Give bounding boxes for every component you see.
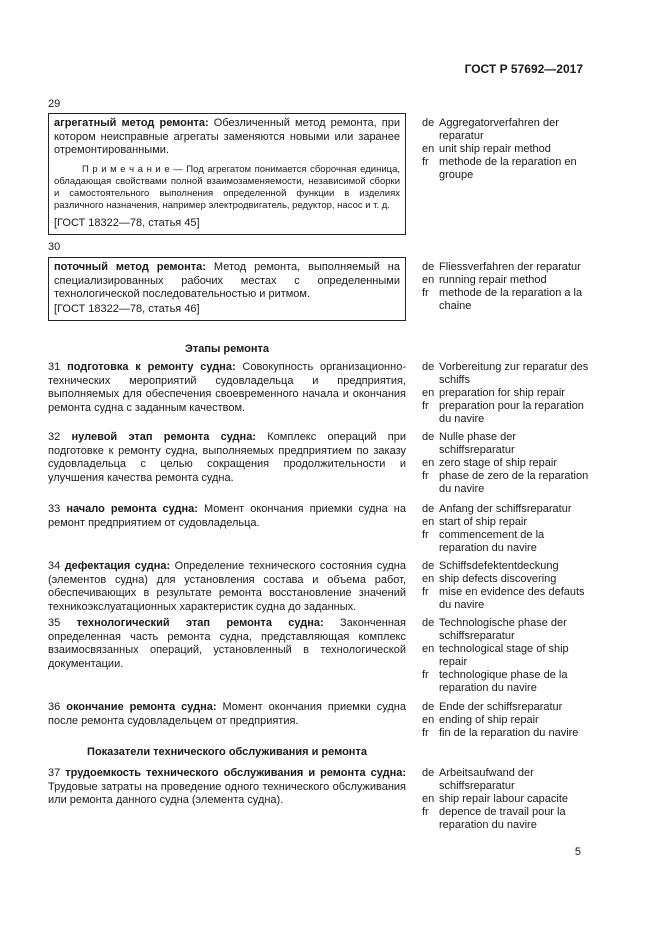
translations-37 bbox=[422, 767, 592, 832]
translations-32 bbox=[422, 431, 592, 496]
lang-code-fr: fr bbox=[422, 806, 429, 818]
entry-number: 32 bbox=[48, 431, 61, 443]
term-title: нулевой этап ремонта судна: bbox=[71, 431, 256, 443]
translation-fr: depence de travail pour la reparation du navire bbox=[439, 806, 566, 831]
term-entry-32 bbox=[48, 431, 406, 485]
term-note: П р и м е ч а н и е — Под агрегатом понимается сборочная единица, обладающая свойствами полной взаимозаменяемости, независимой сборки и самостоятельного выполнения определенной функции в изделиях различного назначения, например электродвигатель, редуктор, насос и т. д. bbox=[54, 163, 400, 211]
translation-en: start of ship repair bbox=[439, 516, 528, 528]
lang-code-de: de bbox=[422, 560, 435, 572]
translation-en: ship repair labour capacite bbox=[439, 793, 569, 805]
translation-fr: fin de la reparation du navire bbox=[439, 727, 579, 739]
translations-34 bbox=[422, 560, 592, 612]
term-title: начало ремонта судна: bbox=[66, 503, 198, 515]
lang-code-fr: fr bbox=[422, 586, 429, 598]
term-entry-35 bbox=[48, 617, 406, 671]
term-title: технологический этап ремонта судна: bbox=[76, 617, 324, 629]
translation-en: ending of ship repair bbox=[439, 714, 539, 726]
translation-de: Ende der schiffsreparatur bbox=[439, 701, 563, 713]
translations-36 bbox=[422, 701, 592, 740]
term-title: подготовка к ремонту судна: bbox=[67, 361, 236, 373]
translation-de: Fliessverfahren der reparatur bbox=[439, 261, 581, 273]
document-header: ГОСТ Р 57692—2017 bbox=[464, 62, 583, 76]
term-entry-34 bbox=[48, 560, 406, 614]
translation-fr: phase de zero de la reparation du navire bbox=[439, 470, 589, 495]
translation-en: preparation for ship repair bbox=[439, 387, 565, 399]
translation-fr: preparation pour la reparation du navire bbox=[439, 400, 584, 425]
translation-en: running repair method bbox=[439, 274, 547, 286]
term-entry-33 bbox=[48, 503, 406, 530]
lang-code-en: en bbox=[422, 714, 435, 726]
lang-code-fr: fr bbox=[422, 669, 429, 681]
lang-code-de: de bbox=[422, 361, 435, 373]
term-definition: Комплекс операций при подготовке к ремонту судна, выполняемых предприятием по заказу судовладельца с целью сокращения продолжительности и улучшения качества ремонта судна. bbox=[48, 431, 406, 484]
lang-code-en: en bbox=[422, 143, 435, 155]
translations-30 bbox=[422, 261, 592, 313]
term-definition: Законченная определенная часть ремонта судна, представляющая комплекс взаимосвязанных операций, установленный в технологической документации. bbox=[48, 617, 406, 670]
lang-code-de: de bbox=[422, 767, 435, 779]
term-definition: Обезличенный метод ремонта, при котором неисправные агрегаты заменяются новыми или заранее отремонтированными. bbox=[54, 117, 400, 156]
term-reference: [ГОСТ 18322—78, статья 46] bbox=[54, 302, 200, 315]
term-title: поточный метод ремонта: bbox=[54, 261, 206, 273]
lang-code-en: en bbox=[422, 274, 435, 286]
translation-en: unit ship repair method bbox=[439, 143, 551, 155]
lang-code-fr: fr bbox=[422, 287, 429, 299]
term-entry-30 bbox=[48, 257, 406, 321]
lang-code-fr: fr bbox=[422, 400, 429, 412]
lang-code-de: de bbox=[422, 117, 435, 129]
entry-number: 34 bbox=[48, 560, 61, 572]
page-number: 5 bbox=[574, 846, 581, 858]
lang-code-en: en bbox=[422, 516, 435, 528]
translation-de: Anfang der schiffsreparatur bbox=[439, 503, 572, 515]
section-title: Этапы ремонта bbox=[185, 343, 269, 355]
lang-code-fr: fr bbox=[422, 156, 429, 168]
lang-code-en: en bbox=[422, 387, 435, 399]
lang-code-fr: fr bbox=[422, 470, 429, 482]
lang-code-en: en bbox=[422, 573, 435, 585]
translation-en: ship defects discovering bbox=[439, 573, 557, 585]
term-definition: Момент окончания приемки судна на ремонт предприятием от судовладельца. bbox=[48, 503, 406, 529]
entry-number: 35 bbox=[48, 617, 61, 629]
term-entry-36 bbox=[48, 701, 406, 728]
term-definition: Момент окончания приемки судна после ремонта судовладельцем от предприятия. bbox=[48, 701, 406, 727]
term-definition: Трудовые затраты на проведение одного технического обслуживания или ремонта данного судна (элемента судна). bbox=[48, 780, 406, 806]
term-reference: [ГОСТ 18322—78, статья 45] bbox=[54, 216, 200, 229]
translation-de: Vorbereitung zur reparatur des schiffs bbox=[439, 361, 589, 386]
entry-number: 30 bbox=[48, 241, 61, 253]
lang-code-en: en bbox=[422, 643, 435, 655]
section-title: Показатели технического обслуживания и ремонта bbox=[87, 746, 367, 758]
translation-de: Arbeitsaufwand der schiffsreparatur bbox=[439, 767, 534, 792]
term-entry-31 bbox=[48, 361, 406, 415]
translation-fr: methode de la reparation a la chaine bbox=[439, 287, 583, 312]
term-title: агрегатный метод ремонта: bbox=[54, 117, 209, 129]
lang-code-fr: fr bbox=[422, 529, 429, 541]
term-entry-29 bbox=[48, 113, 406, 235]
translation-de: Schiffsdefektentdeckung bbox=[439, 560, 559, 572]
translation-de: Nulle phase der schiffsreparatur bbox=[439, 431, 517, 456]
translation-de: Technologische phase der schiffsreparatur bbox=[439, 617, 567, 642]
lang-code-en: en bbox=[422, 793, 435, 805]
translations-29 bbox=[422, 117, 592, 182]
lang-code-en: en bbox=[422, 457, 435, 469]
entry-number: 31 bbox=[48, 361, 61, 373]
translation-fr: methode de la reparation en groupe bbox=[439, 156, 577, 181]
translation-de: Aggregatorverfahren der reparatur bbox=[439, 117, 559, 142]
translation-fr: mise en evidence des defauts du navire bbox=[439, 586, 585, 611]
lang-code-de: de bbox=[422, 431, 435, 443]
lang-code-de: de bbox=[422, 261, 435, 273]
translation-en: technological stage of ship repair bbox=[439, 643, 569, 668]
entry-number: 29 bbox=[48, 98, 61, 110]
term-entry-37 bbox=[48, 767, 406, 808]
term-title: трудоемкость технического обслуживания и ремонта судна: bbox=[65, 767, 406, 779]
term-title: окончание ремонта судна: bbox=[66, 701, 217, 713]
lang-code-de: de bbox=[422, 701, 435, 713]
translations-31 bbox=[422, 361, 592, 426]
term-definition: Определение технического состояния судна (элементов судна) для установления состава и объема работ, обеспечивающих в результате ремонта восстановление значений техникоэкслуатационных характеристик судна до заданных. bbox=[48, 560, 406, 613]
translations-33 bbox=[422, 503, 592, 555]
translations-35 bbox=[422, 617, 592, 695]
lang-code-fr: fr bbox=[422, 727, 429, 739]
term-definition: Метод ремонта, выполняемый на специализированных рабочих местах с определенными технологической последовательностью и ритмом. bbox=[54, 261, 400, 300]
lang-code-de: de bbox=[422, 503, 435, 515]
lang-code-de: de bbox=[422, 617, 435, 629]
translation-fr: technologique phase de la reparation du navire bbox=[439, 669, 568, 694]
entry-number: 36 bbox=[48, 701, 61, 713]
translation-en: zero stage of ship repair bbox=[439, 457, 558, 469]
translation-fr: commencement de la reparation du navire bbox=[439, 529, 545, 554]
term-definition: Совокупность организационно-технических мероприятий судовладельца и предприятия, выполняемых для обеспечения своевременного начала и окончания ремонта судна с заданным качеством. bbox=[48, 361, 406, 414]
term-title: дефектация судна: bbox=[64, 560, 171, 572]
entry-number: 37 bbox=[48, 767, 61, 779]
entry-number: 33 bbox=[48, 503, 61, 515]
